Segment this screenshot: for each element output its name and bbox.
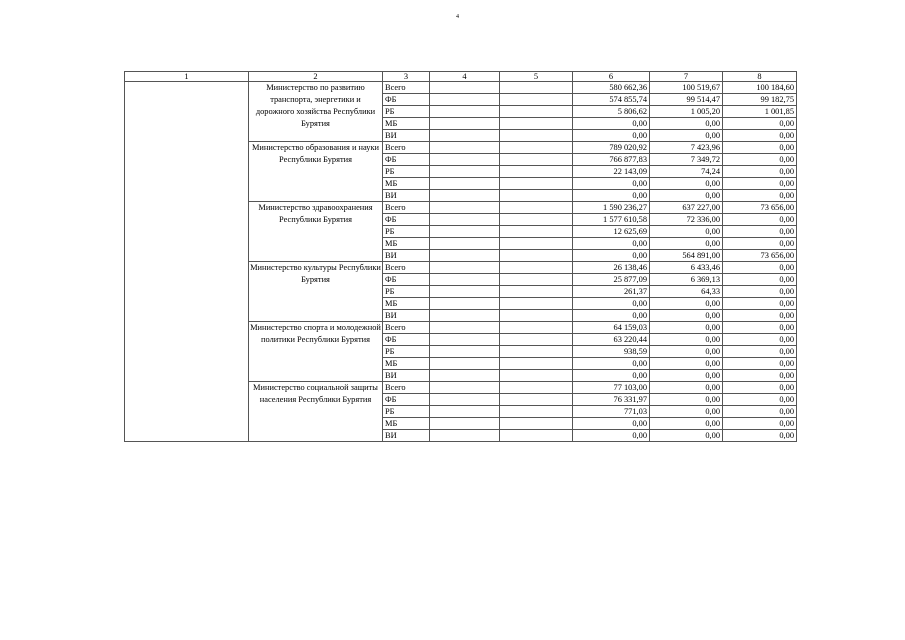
column-5-value — [500, 214, 573, 226]
column-5-value — [500, 322, 573, 334]
column-8-value: 0,00 — [723, 130, 797, 142]
column-7-value: 0,00 — [650, 310, 723, 322]
column-8-value: 0,00 — [723, 346, 797, 358]
column-4-value — [430, 142, 500, 154]
column-6-value: 0,00 — [573, 430, 650, 442]
column-6-value: 5 806,62 — [573, 106, 650, 118]
column-8-value: 0,00 — [723, 238, 797, 250]
column-7-value: 637 227,00 — [650, 202, 723, 214]
column-1-cell — [125, 82, 249, 442]
column-5-value — [500, 406, 573, 418]
column-8-value: 0,00 — [723, 322, 797, 334]
column-5-value — [500, 118, 573, 130]
column-4-value — [430, 154, 500, 166]
column-8-value: 0,00 — [723, 142, 797, 154]
column-6-value: 771,03 — [573, 406, 650, 418]
column-8-value: 73 656,00 — [723, 250, 797, 262]
column-6-value: 25 877,09 — [573, 274, 650, 286]
column-6-value: 0,00 — [573, 370, 650, 382]
column-5-value — [500, 142, 573, 154]
funding-source: ФБ — [383, 274, 430, 286]
column-7-value: 0,00 — [650, 334, 723, 346]
column-6-value: 0,00 — [573, 358, 650, 370]
column-4-value — [430, 178, 500, 190]
column-7-value: 564 891,00 — [650, 250, 723, 262]
column-7-value: 1 005,20 — [650, 106, 723, 118]
column-4-value — [430, 298, 500, 310]
column-5-value — [500, 346, 573, 358]
column-5-value — [500, 166, 573, 178]
column-6-value: 63 220,44 — [573, 334, 650, 346]
organization-name: Министерство социальной защиты населения Республики Бурятия — [249, 382, 383, 442]
column-7-value: 72 336,00 — [650, 214, 723, 226]
column-8-value: 0,00 — [723, 406, 797, 418]
funding-source: РБ — [383, 346, 430, 358]
column-4-value — [430, 94, 500, 106]
organization-name: Министерство по развитию транспорта, энергетики и дорожного хозяйства Республики Бурятия — [249, 82, 383, 142]
column-6-value: 0,00 — [573, 130, 650, 142]
column-header: 6 — [573, 72, 650, 82]
column-7-value: 0,00 — [650, 382, 723, 394]
budget-table — [124, 71, 797, 442]
column-4-value — [430, 130, 500, 142]
column-4-value — [430, 250, 500, 262]
organization-name: Министерство культуры Республики Бурятия — [249, 262, 383, 322]
column-8-value: 0,00 — [723, 334, 797, 346]
funding-source: ВИ — [383, 310, 430, 322]
funding-source: Всего — [383, 382, 430, 394]
column-4-value — [430, 226, 500, 238]
column-header: 8 — [723, 72, 797, 82]
column-7-value: 0,00 — [650, 370, 723, 382]
column-5-value — [500, 238, 573, 250]
column-6-value: 76 331,97 — [573, 394, 650, 406]
column-8-value: 1 001,85 — [723, 106, 797, 118]
funding-source: РБ — [383, 286, 430, 298]
column-6-value: 0,00 — [573, 418, 650, 430]
column-5-value — [500, 82, 573, 94]
column-6-value: 766 877,83 — [573, 154, 650, 166]
column-7-value: 74,24 — [650, 166, 723, 178]
column-8-value: 0,00 — [723, 358, 797, 370]
column-7-value: 0,00 — [650, 190, 723, 202]
column-8-value: 0,00 — [723, 394, 797, 406]
funding-source: МБ — [383, 298, 430, 310]
column-4-value — [430, 82, 500, 94]
column-6-value: 580 662,36 — [573, 82, 650, 94]
column-4-value — [430, 106, 500, 118]
column-4-value — [430, 418, 500, 430]
column-4-value — [430, 370, 500, 382]
column-7-value: 0,00 — [650, 238, 723, 250]
column-6-value: 0,00 — [573, 190, 650, 202]
column-7-value: 0,00 — [650, 130, 723, 142]
column-8-value: 0,00 — [723, 430, 797, 442]
column-4-value — [430, 238, 500, 250]
column-4-value — [430, 202, 500, 214]
column-7-value: 7 349,72 — [650, 154, 723, 166]
column-7-value: 0,00 — [650, 226, 723, 238]
funding-source: МБ — [383, 178, 430, 190]
column-6-value: 0,00 — [573, 250, 650, 262]
column-5-value — [500, 394, 573, 406]
funding-source: ФБ — [383, 334, 430, 346]
column-5-value — [500, 94, 573, 106]
funding-source: РБ — [383, 226, 430, 238]
column-8-value: 0,00 — [723, 226, 797, 238]
column-7-value: 6 433,46 — [650, 262, 723, 274]
funding-source: МБ — [383, 118, 430, 130]
funding-source: МБ — [383, 418, 430, 430]
column-8-value: 0,00 — [723, 418, 797, 430]
funding-source: Всего — [383, 322, 430, 334]
table-body — [125, 82, 797, 442]
funding-source: Всего — [383, 142, 430, 154]
funding-source: МБ — [383, 358, 430, 370]
column-4-value — [430, 346, 500, 358]
column-7-value: 99 514,47 — [650, 94, 723, 106]
organization-name: Министерство спорта и молодежной политики Республики Бурятия — [249, 322, 383, 382]
column-4-value — [430, 310, 500, 322]
column-6-value: 0,00 — [573, 118, 650, 130]
column-5-value — [500, 202, 573, 214]
column-4-value — [430, 334, 500, 346]
column-8-value: 0,00 — [723, 214, 797, 226]
funding-source: ВИ — [383, 430, 430, 442]
column-7-value: 6 369,13 — [650, 274, 723, 286]
column-6-value: 12 625,69 — [573, 226, 650, 238]
column-6-value: 0,00 — [573, 178, 650, 190]
column-6-value: 26 138,46 — [573, 262, 650, 274]
column-7-value: 0,00 — [650, 430, 723, 442]
column-7-value: 0,00 — [650, 118, 723, 130]
column-4-value — [430, 118, 500, 130]
column-5-value — [500, 274, 573, 286]
column-4-value — [430, 406, 500, 418]
funding-source: РБ — [383, 406, 430, 418]
column-4-value — [430, 322, 500, 334]
column-6-value: 0,00 — [573, 238, 650, 250]
column-4-value — [430, 382, 500, 394]
column-header: 4 — [430, 72, 500, 82]
header-row — [125, 72, 797, 82]
funding-source: ФБ — [383, 214, 430, 226]
page-number: 4 — [456, 14, 459, 20]
column-5-value — [500, 262, 573, 274]
column-8-value: 100 184,60 — [723, 82, 797, 94]
column-5-value — [500, 250, 573, 262]
column-5-value — [500, 154, 573, 166]
column-8-value: 0,00 — [723, 178, 797, 190]
funding-source: ВИ — [383, 130, 430, 142]
column-8-value: 0,00 — [723, 154, 797, 166]
column-6-value: 0,00 — [573, 310, 650, 322]
column-7-value: 7 423,96 — [650, 142, 723, 154]
column-5-value — [500, 418, 573, 430]
column-6-value: 64 159,03 — [573, 322, 650, 334]
funding-source: Всего — [383, 262, 430, 274]
column-4-value — [430, 430, 500, 442]
column-8-value: 0,00 — [723, 310, 797, 322]
column-7-value: 0,00 — [650, 418, 723, 430]
column-7-value: 0,00 — [650, 322, 723, 334]
column-6-value: 0,00 — [573, 298, 650, 310]
column-4-value — [430, 274, 500, 286]
column-5-value — [500, 430, 573, 442]
column-8-value: 0,00 — [723, 274, 797, 286]
funding-source: РБ — [383, 106, 430, 118]
funding-source: ФБ — [383, 94, 430, 106]
column-6-value: 938,59 — [573, 346, 650, 358]
funding-source: Всего — [383, 82, 430, 94]
table-row — [125, 82, 797, 94]
column-5-value — [500, 382, 573, 394]
column-7-value: 0,00 — [650, 346, 723, 358]
column-8-value: 0,00 — [723, 382, 797, 394]
funding-source: РБ — [383, 166, 430, 178]
column-8-value: 0,00 — [723, 286, 797, 298]
column-5-value — [500, 286, 573, 298]
funding-source: ФБ — [383, 394, 430, 406]
column-header: 3 — [383, 72, 430, 82]
funding-source: ВИ — [383, 370, 430, 382]
column-5-value — [500, 370, 573, 382]
column-4-value — [430, 166, 500, 178]
column-5-value — [500, 298, 573, 310]
column-7-value: 0,00 — [650, 358, 723, 370]
column-8-value: 0,00 — [723, 190, 797, 202]
column-8-value: 0,00 — [723, 262, 797, 274]
column-header: 5 — [500, 72, 573, 82]
column-7-value: 0,00 — [650, 298, 723, 310]
column-8-value: 0,00 — [723, 166, 797, 178]
column-4-value — [430, 286, 500, 298]
column-7-value: 64,33 — [650, 286, 723, 298]
column-8-value: 0,00 — [723, 370, 797, 382]
column-5-value — [500, 226, 573, 238]
column-5-value — [500, 310, 573, 322]
column-header: 1 — [125, 72, 249, 82]
column-8-value: 73 656,00 — [723, 202, 797, 214]
column-5-value — [500, 178, 573, 190]
column-5-value — [500, 358, 573, 370]
column-4-value — [430, 394, 500, 406]
organization-name: Министерство образования и науки Республики Бурятия — [249, 142, 383, 202]
column-8-value: 99 182,75 — [723, 94, 797, 106]
column-5-value — [500, 106, 573, 118]
column-4-value — [430, 190, 500, 202]
column-6-value: 574 855,74 — [573, 94, 650, 106]
column-4-value — [430, 262, 500, 274]
column-7-value: 100 519,67 — [650, 82, 723, 94]
column-6-value: 1 577 610,58 — [573, 214, 650, 226]
column-8-value: 0,00 — [723, 118, 797, 130]
funding-source: ФБ — [383, 154, 430, 166]
column-6-value: 1 590 236,27 — [573, 202, 650, 214]
column-8-value: 0,00 — [723, 298, 797, 310]
column-7-value: 0,00 — [650, 394, 723, 406]
column-6-value: 22 143,09 — [573, 166, 650, 178]
column-7-value: 0,00 — [650, 178, 723, 190]
column-header: 2 — [249, 72, 383, 82]
column-5-value — [500, 334, 573, 346]
funding-source: ВИ — [383, 250, 430, 262]
funding-source: Всего — [383, 202, 430, 214]
column-5-value — [500, 130, 573, 142]
column-6-value: 261,37 — [573, 286, 650, 298]
funding-source: ВИ — [383, 190, 430, 202]
column-7-value: 0,00 — [650, 406, 723, 418]
column-header: 7 — [650, 72, 723, 82]
column-6-value: 77 103,00 — [573, 382, 650, 394]
column-4-value — [430, 358, 500, 370]
column-5-value — [500, 190, 573, 202]
funding-source: МБ — [383, 238, 430, 250]
column-4-value — [430, 214, 500, 226]
organization-name: Министерство здравоохранения Республики Бурятия — [249, 202, 383, 262]
column-6-value: 789 020,92 — [573, 142, 650, 154]
